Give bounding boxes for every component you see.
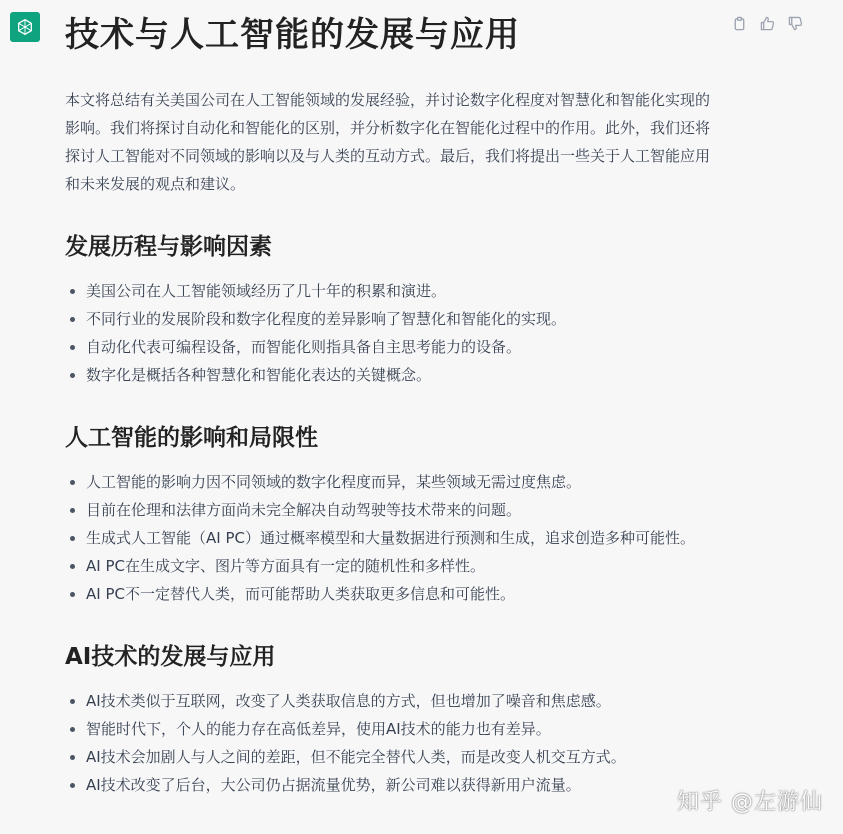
message-content <box>65 10 715 799</box>
thumbs-up-button[interactable] <box>759 15 775 31</box>
intro-paragraph: 本文将总结有关美国公司在人工智能领域的发展经验，并讨论数字化程度对智慧化和智能化实现的影响。我们将探讨自动化和智能化的区别，并分析数字化在智能化过程中的作用。此外，我们还将探讨人工智能对不同领域的影响以及与人类的互动方式。最后，我们将提出一些关于人工智能应用和未来发展的观点和建议。 <box>65 91 711 193</box>
list-item: 生成式人工智能（AI PC）通过概率模型和大量数据进行预测和生成，追求创造多种可能性。 <box>65 524 715 552</box>
message-actions <box>731 15 803 31</box>
thumbs-up-icon <box>760 16 775 31</box>
list-item: AI技术会加剧人与人之间的差距，但不能完全替代人类，而是改变人机交互方式。 <box>65 743 715 771</box>
list-item: AI PC在生成文字、图片等方面具有一定的随机性和多样性。 <box>65 552 715 580</box>
copy-button[interactable] <box>731 15 747 31</box>
thumbs-down-icon <box>788 16 803 31</box>
list-item: 人工智能的影响力因不同领域的数字化程度而异，某些领域无需过度焦虑。 <box>65 468 715 496</box>
list-item: AI技术改变了后台，大公司仍占据流量优势，新公司难以获得新用户流量。 <box>65 771 715 799</box>
list-item: 自动化代表可编程设备，而智能化则指具备自主思考能力的设备。 <box>65 333 715 361</box>
list-item: 目前在伦理和法律方面尚未完全解决自动驾驶等技术带来的问题。 <box>65 496 715 524</box>
clipboard-icon <box>732 16 747 31</box>
list-item: AI PC不一定替代人类，而可能帮助人类获取更多信息和可能性。 <box>65 580 715 608</box>
section-heading: 人工智能的影响和局限性 <box>65 425 318 451</box>
section-list <box>65 468 715 608</box>
list-item: 数字化是概括各种智慧化和智能化表达的关键概念。 <box>65 361 715 389</box>
thumbs-down-button[interactable] <box>787 15 803 31</box>
watermark: 知乎 @左游仙 <box>677 790 823 815</box>
assistant-avatar <box>10 12 40 42</box>
list-item: AI技术类似于互联网，改变了人类获取信息的方式，但也增加了噪音和焦虑感。 <box>65 687 715 715</box>
page-title: 技术与人工智能的发展与应用 <box>65 15 520 55</box>
list-item: 不同行业的发展阶段和数字化程度的差异影响了智慧化和智能化的实现。 <box>65 305 715 333</box>
section-heading: AI技术的发展与应用 <box>65 644 276 670</box>
section-list <box>65 277 715 389</box>
list-item: 智能时代下，个人的能力存在高低差异，使用AI技术的能力也有差异。 <box>65 715 715 743</box>
section-list <box>65 687 715 799</box>
section-heading: 发展历程与影响因素 <box>65 234 272 260</box>
openai-logo-icon <box>15 17 35 37</box>
list-item: 美国公司在人工智能领域经历了几十年的积累和演进。 <box>65 277 715 305</box>
